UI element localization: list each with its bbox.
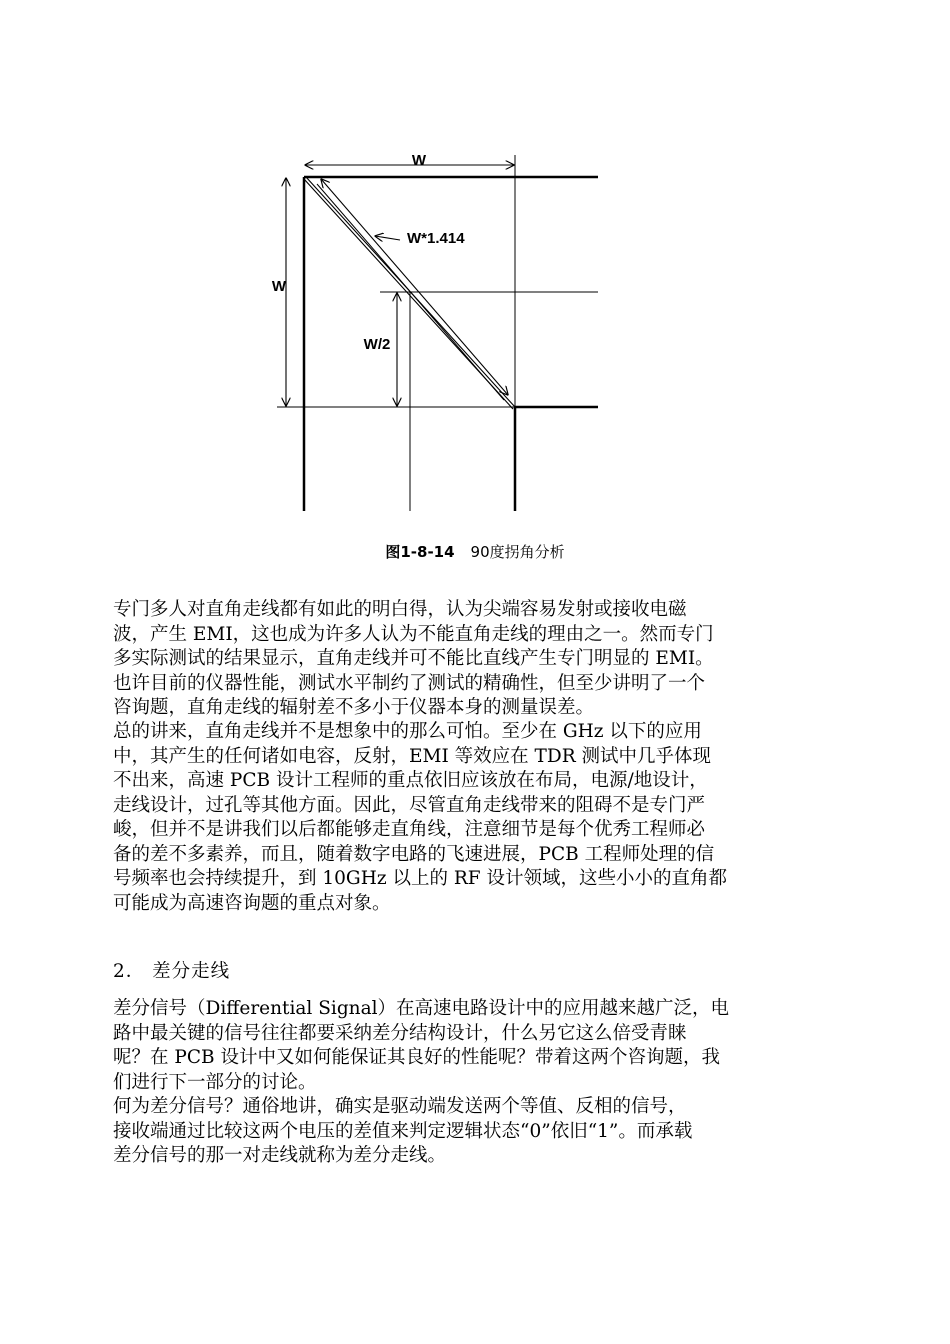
body-paragraph-differential-definition: 何为差分信号？通俗地讲，确实是驱动端发送两个等值、反相的信号， 接收端通过比较这两个电压的差值来判定逻辑状态“0”依旧“1”。而承载 差分信号的那一对走线就称为差分走线。 xyxy=(113,1096,693,1166)
body-paragraph-differential-intro: 差分信号（Differential Signal）在高速电路设计中的应用越来越广泛，电 路中最关键的信号往往都要采纳差分结构设计，什么另它这么倍受青睐 呢？在 PCB 设计中又如何能保证其良好的性能呢？带着这两个咨询题，我 们进行下一部分的讨论。 xyxy=(113,998,730,1093)
caption-number: 图1-8-14 xyxy=(385,543,455,561)
side-label: W xyxy=(271,278,287,295)
half-label: W/2 xyxy=(363,336,391,353)
width-label: W xyxy=(411,152,427,169)
diagonal-label: W*1.414 xyxy=(407,230,465,247)
corner-analysis-figure xyxy=(268,148,608,518)
diagonal-label-pointer xyxy=(375,236,400,240)
diagonal-dimension-arrow xyxy=(321,179,508,395)
body-paragraph-summary: 总的讲来，直角走线并不是想象中的那么可怕。至少在 GHz 以下的应用 中，其产生的任何诸如电容，反射，EMI 等效应在 TDR 测试中几乎体现 不出来，高速 PCB 设计工程师的重点依旧应该放在布局，电源/地设计， 走线设计，过孔等其他方面。因此，尽管直角走线带来的阻碍不是专门严 峻，但并不是讲我们以后都能够走直角线，注意细节是每个优秀工程师必 备的差不多素养，而且，随着数字电路的飞速进展，PCB 工程师处理的信 号频率也会持续提升，到 10GHz 以上的 RF 设计领域，这些小小的直角都 可能成为高速咨询题的重点对象。 xyxy=(113,721,727,914)
body-paragraph-emi: 专门多人对直角走线都有如此的明白得，认为尖端容易发射或接收电磁 波，产生 EMI，这也成为许多人认为不能直角走线的理由之一。然而专门 多实际测试的结果显示，直角走线并可不能比直线产生专门明显的 EMI。 也许目前的仪器性能，测试水平制约了测试的精确性，但至少讲明了一个 咨询题，直角走线的辐射差不多小于仪器本身的测量误差。 xyxy=(113,599,714,718)
caption-title: 90度拐角分析 xyxy=(470,543,565,561)
figure-caption xyxy=(0,541,950,562)
corner-diagram xyxy=(268,148,608,518)
section-heading: 2． 差分走线 xyxy=(113,961,231,982)
